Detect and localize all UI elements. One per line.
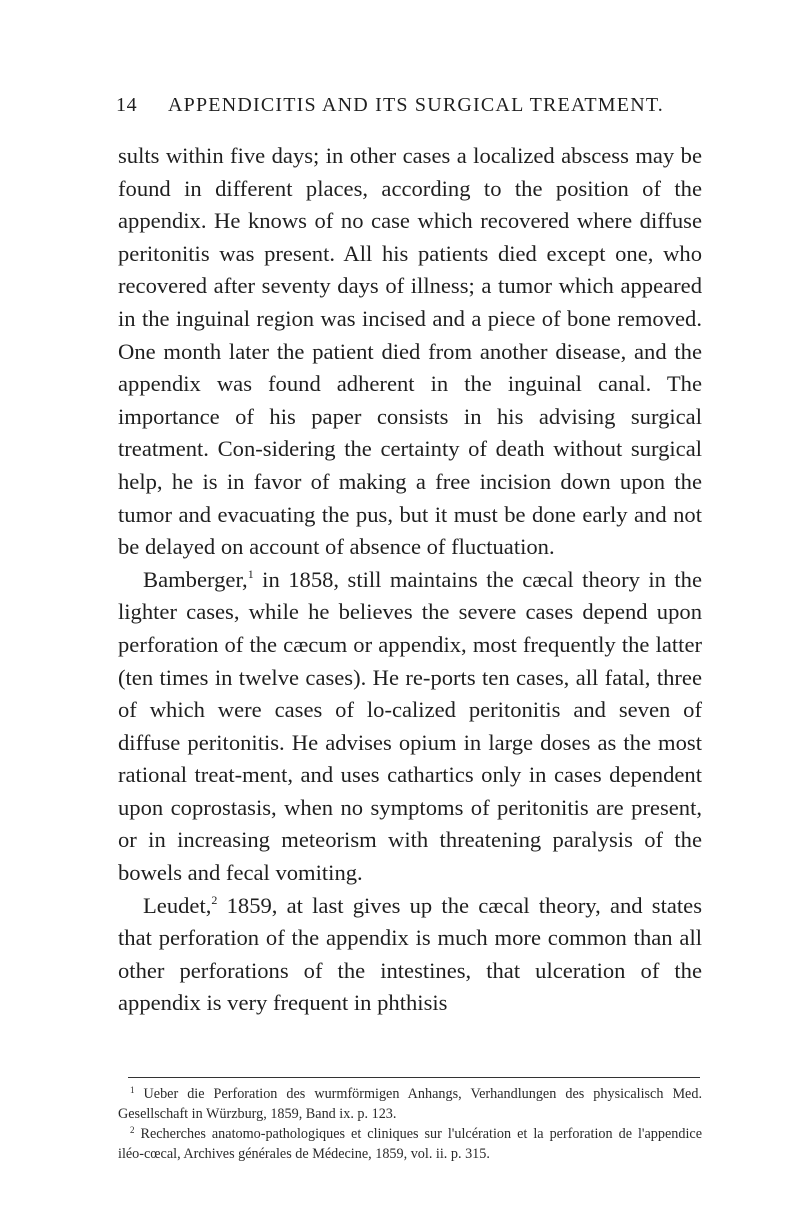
- page-header: [116, 94, 702, 124]
- paragraph-3: [118, 890, 702, 1020]
- paragraph-1: [118, 140, 702, 564]
- footnote-marker: 1: [130, 1085, 135, 1095]
- page-number: 14: [116, 94, 138, 116]
- footnote-divider: [128, 1077, 700, 1078]
- footnote-marker: 2: [130, 1125, 135, 1135]
- running-title: APPENDICITIS AND ITS SURGICAL TREATMENT.: [168, 94, 664, 116]
- paragraph-2: [118, 564, 702, 890]
- footnotes: [118, 1084, 702, 1164]
- paragraph-text: 1859, at last gives up the cæcal theory, and states that perforation of the appendix is much more common than all other perforations of the intestines, that ulceration of the appendix is very frequent in phthisis: [118, 892, 702, 1016]
- footnote-1: [118, 1084, 702, 1124]
- footnote-ref-1[interactable]: 1: [247, 566, 254, 581]
- footnote-text: Recherches anatomo-pathologiques et cliniques sur l'ulcération et la perforation de l'appendice iléo-cœcal, Archives générales de Médecine, 1859, vol. ii. p. 315.: [118, 1126, 702, 1162]
- footnote-2: [118, 1124, 702, 1164]
- author-name-bamberger: Bamberger,: [143, 566, 248, 592]
- footnote-ref-2[interactable]: 2: [211, 892, 218, 907]
- body-text: [118, 140, 702, 1020]
- footnote-text: Ueber die Perforation des wurmförmigen Anhangs, Verhandlungen des physicalisch Med. Gesellschaft in Würzburg, 1859, Band ix. p. 123.: [118, 1086, 702, 1122]
- author-name-leudet: Leudet,: [143, 892, 212, 918]
- paragraph-text: in 1858, still maintains the cæcal theory in the lighter cases, while he believes the severe cases depend upon perforation of the cæcum or appendix, most frequently the latter (ten times in twelve cases). He re-ports ten cases, all fatal, three of which were cases of lo-calized peritonitis and seven of diffuse peritonitis. He advises opium in large doses as the most rational treat-ment, and uses cathartics only in cases dependent upon coprostasis, when no symptoms of peritonitis are present, or in increasing meteorism with threatening paralysis of the bowels and fecal vomiting.: [118, 566, 702, 886]
- paragraph-text: sults within five days; in other cases a localized abscess may be found in different places, according to the position of the appendix. He knows of no case which recovered where diffuse peritonitis was present. All his patients died except one, who recovered after seventy days of illness; a tumor which appeared in the inguinal region was incised and a piece of bone removed. One month later the patient died from another disease, and the appendix was found adherent in the inguinal canal. The importance of his paper consists in his advising surgical treatment. Con-sidering the certainty of death without surgical help, he is in favor of making a free incision down upon the tumor and evacuating the pus, but it must be done early and not be delayed on account of absence of fluctuation.: [118, 143, 702, 560]
